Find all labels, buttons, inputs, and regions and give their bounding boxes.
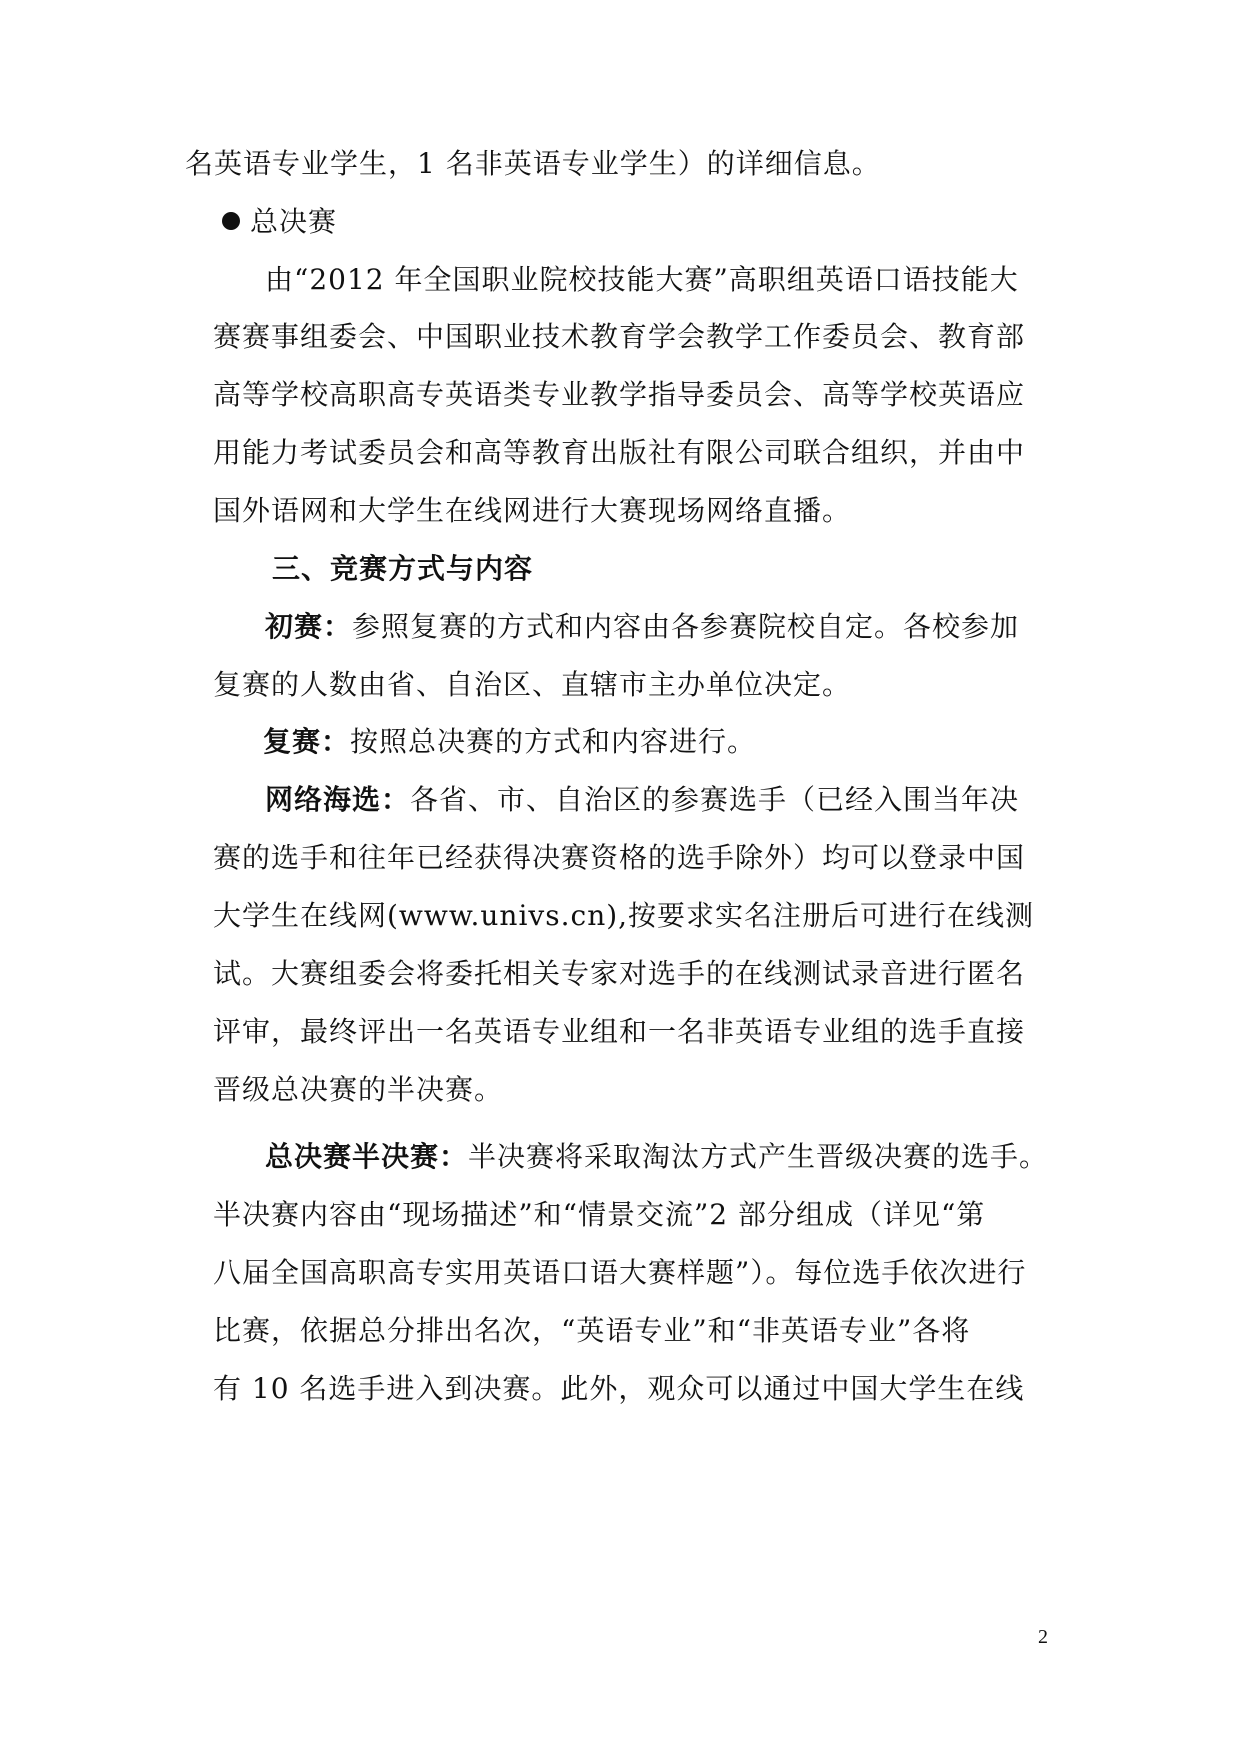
label-banjuesai: 总决赛半决赛：: [265, 1140, 469, 1173]
paragraph-line-20: 八届全国高职高专实用英语口语大赛样题”）。每位选手依次进行: [213, 1256, 1027, 1289]
page-number: 2: [1038, 1626, 1048, 1648]
paragraph-line-3: 由“2012 年全国职业院校技能大赛”高职组英语口语技能大: [265, 263, 1019, 296]
paragraph-line-19: 半决赛内容由“现场描述”和“情景交流”2 部分组成（详见“第: [213, 1198, 986, 1231]
label-fusai: 复赛：: [263, 725, 351, 758]
text-fusai: 按照总决赛的方式和内容进行。: [350, 725, 757, 758]
paragraph-line-4: 赛赛事组委会、中国职业技术教育学会教学工作委员会、教育部: [213, 320, 1026, 353]
text-haixuan: 各省、市、自治区的参赛选手（已经入围当年决: [410, 783, 1020, 816]
paragraph-chusai: [265, 609, 1019, 645]
paragraph-line-1: 名英语专业学生，1 名非英语专业学生）的详细信息。: [185, 147, 881, 180]
paragraph-line-16: 评审，最终评出一名英语专业组和一名非英语专业组的选手直接: [213, 1015, 1026, 1048]
label-haixuan: 网络海选：: [265, 783, 411, 816]
bullet-heading-final: [222, 204, 337, 240]
paragraph-banjuesai: [265, 1139, 1048, 1175]
section-heading: 三、竞赛方式与内容: [272, 552, 534, 585]
paragraph-line-15: 试。大赛组委会将委托相关专家对选手的在线测试录音进行匿名: [213, 957, 1026, 990]
text-banjuesai: 半决赛将采取淘汰方式产生晋级决赛的选手。: [468, 1140, 1049, 1173]
paragraph-line-5: 高等学校高职高专英语类专业教学指导委员会、高等学校英语应: [213, 378, 1026, 411]
paragraph-line-14: 大学生在线网(www.univs.cn),按要求实名注册后可进行在线测: [213, 899, 1035, 932]
paragraph-line-6: 用能力考试委员会和高等教育出版社有限公司联合组织，并由中: [213, 436, 1026, 469]
text-chusai: 参照复赛的方式和内容由各参赛院校自定。各校参加: [352, 610, 1020, 643]
paragraph-haixuan: [265, 782, 1019, 818]
paragraph-line-13: 赛的选手和往年已经获得决赛资格的选手除外）均可以登录中国: [213, 841, 1026, 874]
label-chusai: 初赛：: [265, 610, 353, 643]
paragraph-line-21: 比赛，依据总分排出名次，“英语专业”和“非英语专业”各将: [213, 1314, 971, 1347]
paragraph-line-22: 有 10 名选手进入到决赛。此外，观众可以通过中国大学生在线: [213, 1372, 1025, 1405]
paragraph-line-10: 复赛的人数由省、自治区、直辖市主办单位决定。: [213, 668, 852, 701]
paragraph-fusai: [263, 724, 756, 760]
bullet-icon: [222, 212, 240, 230]
paragraph-line-7: 国外语网和大学生在线网进行大赛现场网络直播。: [213, 494, 852, 527]
paragraph-line-17: 晋级总决赛的半决赛。: [213, 1073, 504, 1106]
heading-text: 总决赛: [250, 205, 338, 238]
